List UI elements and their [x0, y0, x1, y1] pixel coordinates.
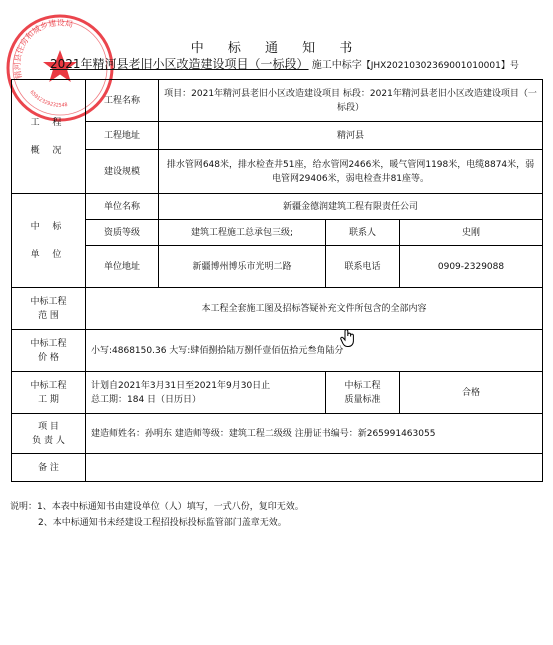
- notice-table: [11, 79, 543, 482]
- table-row: [12, 454, 543, 482]
- quality-value: 合格: [400, 372, 543, 414]
- contact-value: 史刚: [400, 220, 543, 246]
- unit-name-value: 新疆金德润建筑工程有限责任公司: [159, 194, 543, 220]
- project-location-value: 精河县: [159, 122, 543, 150]
- notice-number: 【JHX20210302369001010001】号: [361, 61, 519, 71]
- duration-total: 总工期：184 日（日历日）: [91, 394, 202, 405]
- table-row: [12, 220, 543, 246]
- contact-label: 联系人: [326, 220, 400, 246]
- project-location-label: 工程地址: [86, 122, 159, 150]
- table-row: [12, 330, 543, 372]
- note-line-1: 说明：1、本表中标通知书由建设单位（人）填写，一式八份，复印无效。: [10, 502, 304, 512]
- address-value: 新疆博州博乐市光明二路: [159, 246, 326, 288]
- note-line-2: 2、本中标通知书未经建设工程招投标投标监管部门盖章无效。: [38, 518, 287, 528]
- seal-arc-text: 精河县住房和城乡建设局: [12, 18, 74, 80]
- project-name: 2021年精河县老旧小区改造建设项目（一标段）: [50, 57, 309, 71]
- table-row: [12, 122, 543, 150]
- table-row: [12, 150, 543, 194]
- remarks-value: [86, 454, 543, 482]
- seal-code: 65012329232548: [28, 89, 69, 109]
- scope-label: 中标工程 范 围: [12, 288, 86, 330]
- duration-value: [86, 372, 326, 414]
- phone-label: 联系电话: [326, 246, 400, 288]
- table-row: [12, 414, 543, 454]
- table-row: [12, 80, 543, 122]
- project-scale-label: 建设规模: [86, 150, 159, 194]
- table-row: [12, 288, 543, 330]
- table-row: [12, 372, 543, 414]
- quality-label: 中标工程 质量标准: [326, 372, 400, 414]
- price-label: 中标工程 价 格: [12, 330, 86, 372]
- project-name-label: 工程名称: [86, 80, 159, 122]
- qualification-label: 资质等级: [86, 220, 159, 246]
- manager-value: 建造师姓名：孙明东 建造师等级：建筑工程二级级 注册证书编号：新265991463055: [86, 414, 543, 454]
- manager-label: 项 目 负 责 人: [12, 414, 86, 454]
- duration-plan: 计划自2021年3月31日至2021年9月30日止: [91, 380, 271, 391]
- notes: [10, 499, 304, 531]
- document-title: 中 标 通 知 书: [190, 41, 363, 56]
- section-label-project-overview: 工 程 概 况: [12, 80, 86, 194]
- remarks-label: 备 注: [12, 454, 86, 482]
- duration-label: 中标工程 工 期: [12, 372, 86, 414]
- unit-name-label: 单位名称: [86, 194, 159, 220]
- contractor-label: 施工中标字: [311, 60, 362, 71]
- hand-cursor-icon: [339, 328, 357, 348]
- project-scale-value: 排水管网648米，排水检查井51座，给水管网2466米，暖气管网1198米，电缆8874米，弱电管网29406米，弱电检查井81座等。: [159, 150, 543, 194]
- price-value: 小写:4868150.36 大写:肆佰捌拾陆万捌仟壹佰伍拾元叁角陆分: [86, 330, 543, 372]
- address-label: 单位地址: [86, 246, 159, 288]
- phone-value: 0909-2329088: [400, 246, 543, 288]
- table-row: [12, 194, 543, 220]
- qualification-value: 建筑工程施工总承包三级;: [159, 220, 326, 246]
- table-row: [12, 246, 543, 288]
- section-label-winning-unit: 中 标 单 位: [12, 194, 86, 288]
- scope-value: 本工程全套施工图及招标答疑补充文件所包含的全部内容: [86, 288, 543, 330]
- notice-subtitle: [50, 55, 519, 72]
- project-name-value: 项目：2021年精河县老旧小区改造建设项目 标段：2021年精河县老旧小区改造建设项目（一标段）: [159, 80, 543, 122]
